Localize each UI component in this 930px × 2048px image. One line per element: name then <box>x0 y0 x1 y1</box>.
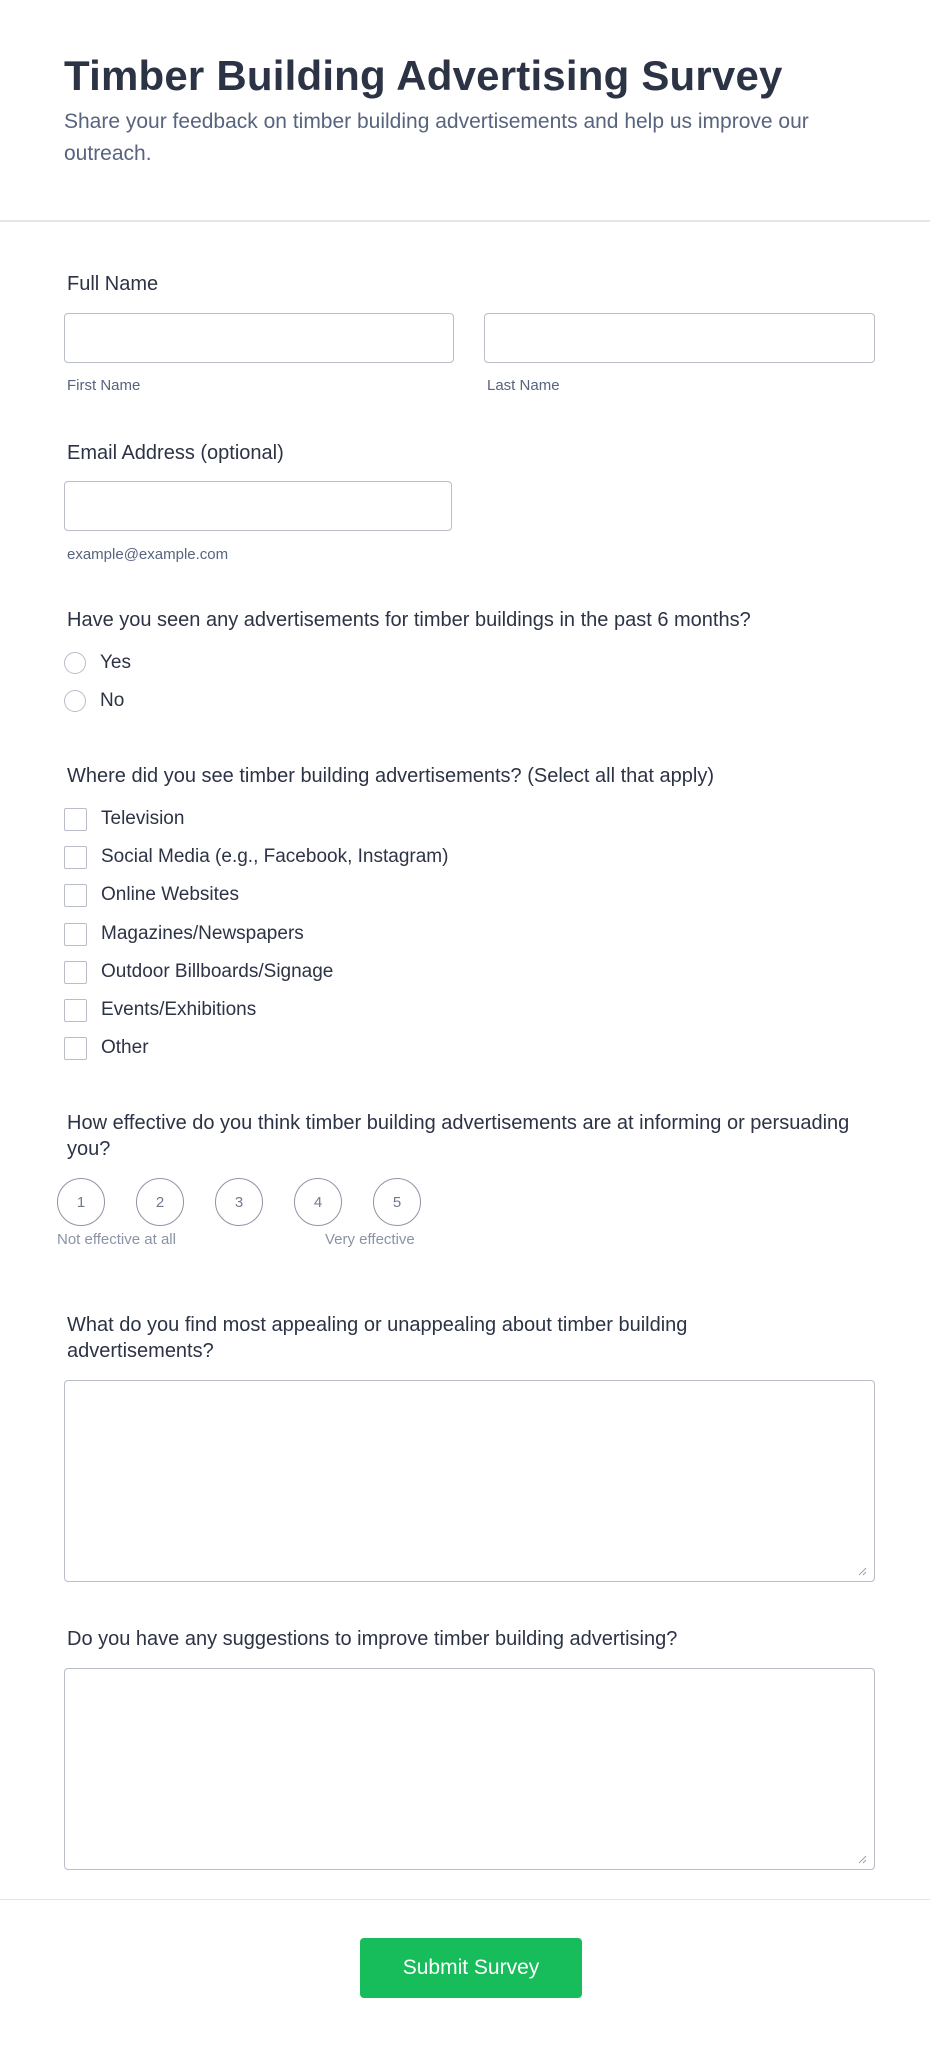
radio-option-no[interactable] <box>64 688 124 714</box>
checkbox-option-social-media[interactable] <box>64 844 448 870</box>
email-label: Email Address (optional) <box>67 442 284 464</box>
checkbox-option-television[interactable] <box>64 806 184 832</box>
checkbox-option-magazines[interactable] <box>64 921 304 947</box>
first-name-sublabel: First Name <box>67 377 141 394</box>
checkbox[interactable] <box>64 961 87 984</box>
checkbox-label: Events/Exhibitions <box>101 999 257 1020</box>
effectiveness-question: How effective do you think timber building advertisements are at informing or persuading you? <box>67 1112 850 1160</box>
full-name-label: Full Name <box>67 273 159 295</box>
checkbox[interactable] <box>64 999 87 1022</box>
checkbox-label: Social Media (e.g., Facebook, Instagram) <box>101 846 449 867</box>
submit-survey-button[interactable]: Submit Survey <box>360 1938 582 1998</box>
page-title: Timber Building Advertising Survey <box>64 52 783 99</box>
page-subtitle: Share your feedback on timber building advertisements and help us improve our outreach. <box>64 110 809 165</box>
radio-button[interactable] <box>64 652 86 674</box>
scale-option-1[interactable]: 1 <box>57 1178 105 1226</box>
checkbox[interactable] <box>64 846 87 869</box>
email-sublabel: example@example.com <box>67 546 229 563</box>
checkbox-label: Other <box>101 1037 149 1058</box>
checkbox[interactable] <box>64 884 87 907</box>
checkbox-option-online-websites[interactable] <box>64 882 239 908</box>
checkbox-option-events[interactable] <box>64 997 256 1023</box>
seen-ads-question: Have you seen any advertisements for timber buildings in the past 6 months? <box>67 609 751 631</box>
radio-button[interactable] <box>64 690 86 712</box>
resize-grip-icon[interactable] <box>858 1567 867 1576</box>
checkbox-label: Magazines/Newspapers <box>101 923 304 944</box>
scale-option-4[interactable]: 4 <box>294 1178 342 1226</box>
form-header <box>0 0 930 222</box>
checkbox-option-billboards[interactable] <box>64 959 333 985</box>
scale-option-5[interactable]: 5 <box>373 1178 421 1226</box>
suggestions-textarea[interactable] <box>64 1668 875 1870</box>
checkbox-label: Television <box>101 808 185 829</box>
scale-high-label: Very effective <box>325 1231 415 1248</box>
checkbox[interactable] <box>64 808 87 831</box>
scale-low-label: Not effective at all <box>57 1231 176 1248</box>
scale-option-3[interactable]: 3 <box>215 1178 263 1226</box>
radio-label: No <box>100 690 125 711</box>
checkbox[interactable] <box>64 923 87 946</box>
where-seen-question: Where did you see timber building advertisements? (Select all that apply) <box>67 765 714 787</box>
checkbox[interactable] <box>64 1037 87 1060</box>
radio-option-yes[interactable] <box>64 650 131 676</box>
checkbox-label: Online Websites <box>101 884 239 905</box>
scale-option-2[interactable]: 2 <box>136 1178 184 1226</box>
radio-label: Yes <box>100 652 131 673</box>
checkbox-label: Outdoor Billboards/Signage <box>101 961 334 982</box>
last-name-input[interactable] <box>484 313 875 363</box>
appeal-textarea[interactable] <box>64 1380 875 1582</box>
checkbox-option-other[interactable] <box>64 1035 149 1061</box>
email-input[interactable] <box>64 481 452 531</box>
last-name-sublabel: Last Name <box>487 377 560 394</box>
suggestions-question: Do you have any suggestions to improve timber building advertising? <box>67 1628 678 1650</box>
resize-grip-icon[interactable] <box>858 1855 867 1864</box>
first-name-input[interactable] <box>64 313 454 363</box>
appeal-question: What do you find most appealing or unappealing about timber building advertisements? <box>67 1314 688 1362</box>
